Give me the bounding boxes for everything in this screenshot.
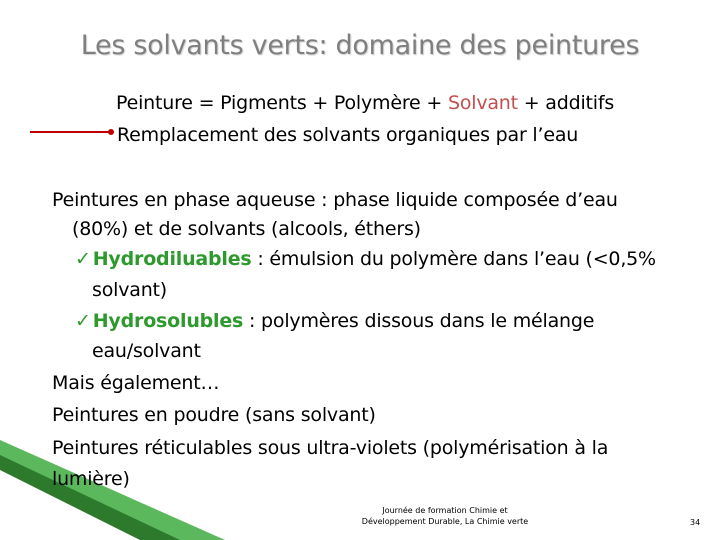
checkmark-icon: ✓ [75,248,91,270]
page-number: 34 [690,518,701,527]
hydrodiluables-desc-cont: solvant) [92,279,167,301]
body-line-uv: Peintures réticulables sous ultra-violets (polymérisation à la [52,437,609,459]
body-line-aqueous-cont: (80%) et de solvants (alcools, éthers) [72,218,421,240]
hydrosolubles-desc: : polymères dissous dans le mélange [243,310,595,332]
bullet-hydrodiluables [75,248,656,270]
footer-line-1: Journée de formation Chimie et [382,506,508,515]
bullet-hydrosolubles [75,310,594,332]
body-line-also: Mais également… [52,372,220,394]
body-line-uv-cont: lumière) [52,468,130,490]
term-hydrosolubles: Hydrosolubles [92,310,244,332]
replacement-text: Remplacement des solvants organiques par l’eau [117,124,579,146]
body-line-aqueous: Peintures en phase aqueuse : phase liquide composée d’eau [52,189,618,211]
hydrosolubles-desc-cont: eau/solvant [92,340,201,362]
hydrodiluables-desc: : émulsion du polymère dans l’eau (<0,5% [251,248,656,270]
footer-credit [340,505,550,527]
term-hydrodiluables: Hydrodiluables [92,248,252,270]
formula-end: + additifs [517,92,615,114]
footer-line-2: Développement Durable, La Chimie verte [361,517,529,526]
body-line-powder: Peintures en poudre (sans solvant) [52,404,376,426]
page-title: Les solvants verts: domaine des peintures [80,30,640,61]
formula-start: Peinture = Pigments + Polymère + [116,92,448,114]
paint-formula [116,92,614,114]
checkmark-icon: ✓ [75,310,91,332]
red-arrow-dot [108,129,114,135]
formula-solvant: Solvant [447,92,518,114]
red-arrow-line [30,131,110,133]
